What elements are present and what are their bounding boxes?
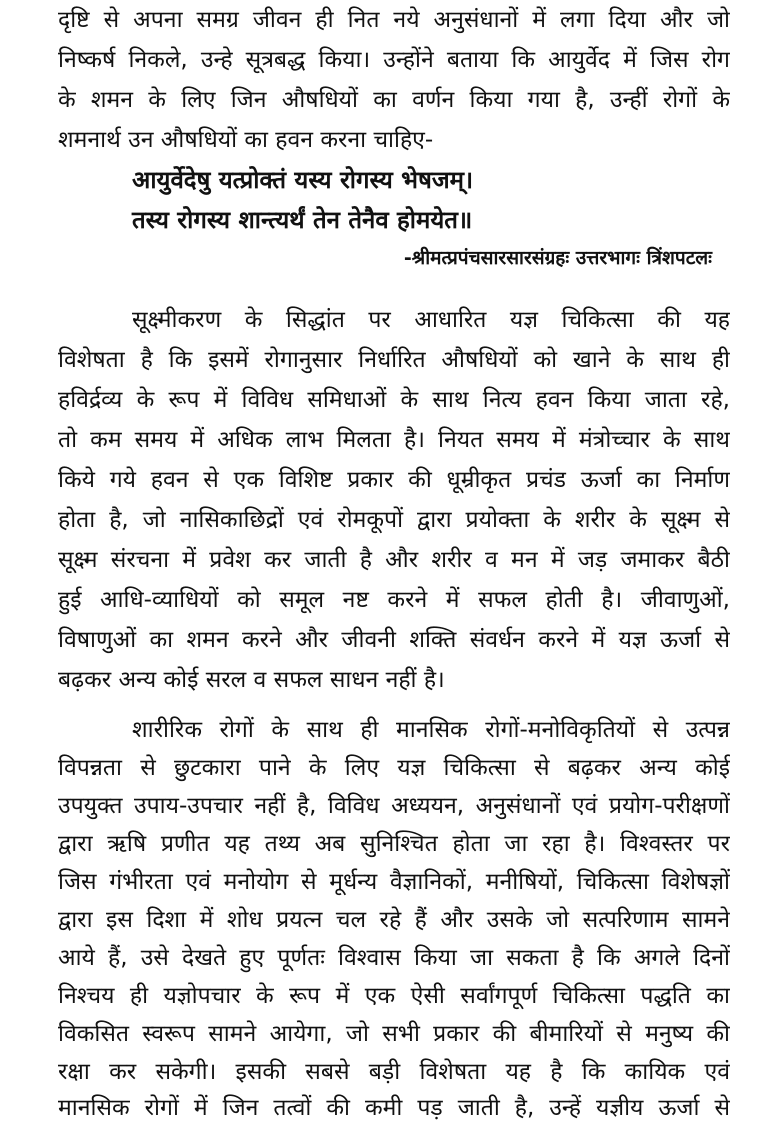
para2-line-9: विषाणुओं का शमन करने और जीवनी शक्ति संवर्धन करने में यज्ञ ऊर्जा से (58, 627, 730, 653)
para2-line-7: सूक्ष्म संरचना में प्रवेश कर जाती है और शरीर व मन में जड़ जमाकर बैठी (58, 547, 730, 573)
verse-citation: -श्रीमत्प्रपंचसारसारसंग्रहः उत्तरभागः त्रिंशपटलः (403, 247, 712, 269)
para2-line-6: होता है, जो नासिकाछिद्रों एवं रोमकूपों द्वारा प्रयोक्ता के शरीर के सूक्ष्म से (58, 507, 730, 533)
para2-line-3: हविर्द्रव्य के रूप में विविध समिधाओं के साथ नित्य हवन किया जाता रहे, (58, 387, 730, 413)
para3-line-1: शारीरिक रोगों के साथ ही मानसिक रोगों-मनोविकृतियों से उत्पन्न (132, 717, 730, 743)
para3-line-2: विपन्नता से छुटकारा पाने के लिए यज्ञ चिकित्सा से बढ़कर अन्य कोई (58, 755, 730, 781)
para3-line-10: रक्षा कर सकेगी। इसकी सबसे बड़ी विशेषता यह है कि कायिक एवं (58, 1059, 730, 1085)
verse-line-2: तस्य रोगस्य शान्त्यर्थं तेन तेनैव होमयेत॥ (132, 206, 473, 234)
para1-line-3: के शमन के लिए जिन औषधियों का वर्णन किया गया है, उन्हीं रोगों के (58, 87, 730, 113)
para3-line-5: जिस गंभीरता एवं मनोयोग से मूर्धन्य वैज्ञानिकों, मनीषियों, चिकित्सा विशेषज्ञों (58, 869, 730, 895)
para3-line-4: द्वारा ऋषि प्रणीत यह तथ्य अब सुनिश्चित होता जा रहा है। विश्वस्तर पर (58, 831, 730, 857)
para3-line-7: आये हैं, उसे देखते हुए पूर्णतः विश्वास किया जा सकता है कि अगले दिनों (58, 945, 730, 971)
para2-line-10: बढ़कर अन्य कोई सरल व सफल साधन नहीं है। (58, 667, 445, 693)
para2-line-5: किये गये हवन से एक विशिष्ट प्रकार की धूम्रीकृत प्रचंड ऊर्जा का निर्माण (58, 467, 730, 493)
para1-line-2: निष्कर्ष निकले, उन्हे सूत्रबद्ध किया। उन्होंने बताया कि आयुर्वेद में जिस रोग (58, 47, 730, 73)
para3-line-11: मानसिक रोगों में जिन तत्वों की कमी पड़ जाती है, उन्हें यज्ञीय ऊर्जा से (58, 1095, 730, 1121)
para2-line-4: तो कम समय में अधिक लाभ मिलता है। नियत समय में मंत्रोच्चार के साथ (58, 427, 730, 453)
para1-line-1: दृष्टि से अपना समग्र जीवन ही नित नये अनुसंधानों में लगा दिया और जो (58, 7, 730, 33)
para2-line-2: विशेषता है कि इसमें रोगानुसार निर्धारित औषधियों को खाने के साथ ही (58, 347, 730, 373)
para2-line-1: सूक्ष्मीकरण के सिद्धांत पर आधारित यज्ञ चिकित्सा की यह (132, 307, 730, 333)
para1-line-4: शमनार्थ उन औषधियों का हवन करना चाहिए- (58, 127, 434, 153)
para3-line-8: निश्चय ही यज्ञोपचार के रूप में एक ऐसी सर्वांगपूर्ण चिकित्सा पद्धति का (58, 983, 730, 1009)
para3-line-6: द्वारा इस दिशा में शोध प्रयत्न चल रहे हैं और उसके जो सत्परिणाम सामने (58, 907, 730, 933)
para2-line-8: हुई आधि-व्याधियों को समूल नष्ट करने में सफल होती है। जीवाणुओं, (58, 587, 730, 613)
para3-line-9: विकसित स्वरूप सामने आयेगा, जो सभी प्रकार की बीमारियों से मनुष्य की (58, 1021, 730, 1047)
para3-line-3: उपयुक्त उपाय-उपचार नहीं है, विविध अध्ययन, अनुसंधानों एवं प्रयोग-परीक्षणों (58, 793, 730, 819)
verse-line-1: आयुर्वेदेषु यत्प्रोक्तं यस्य रोगस्य भेषजम्। (132, 166, 474, 194)
